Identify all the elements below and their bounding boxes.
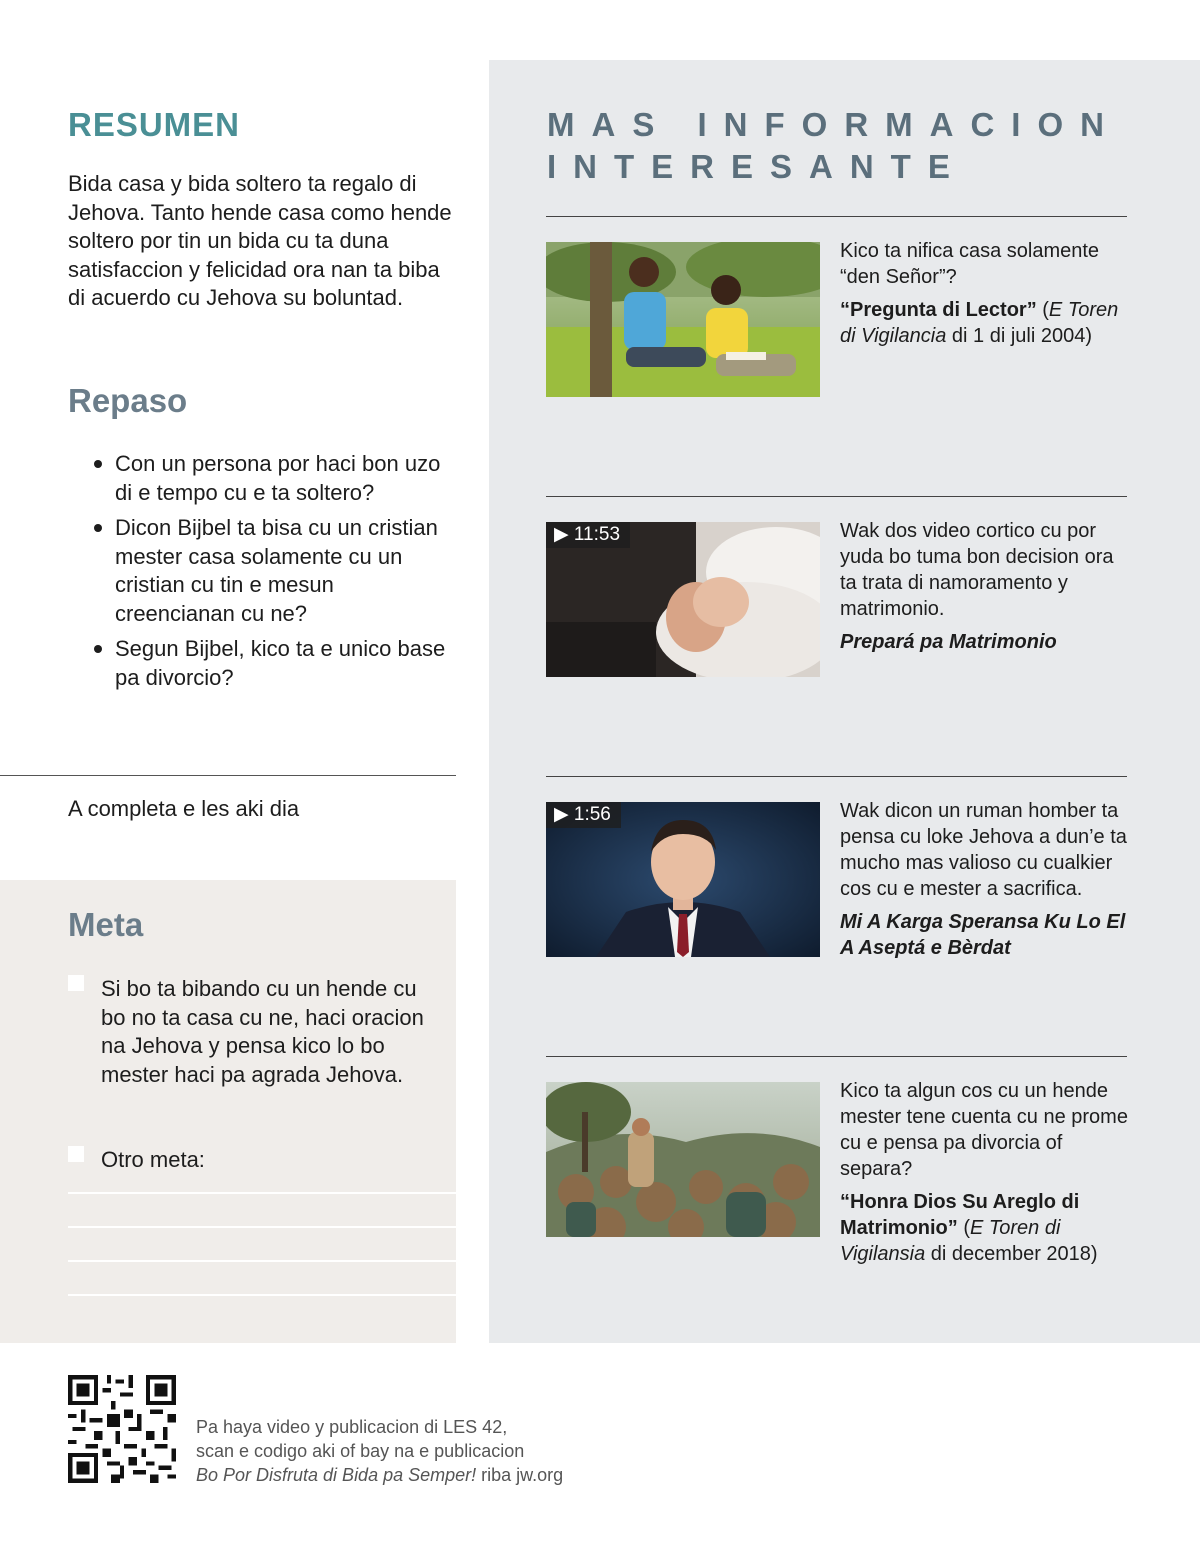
jesus-teaching-crowd-image[interactable]	[546, 1082, 820, 1237]
man-portrait-video-thumbnail[interactable]	[546, 802, 820, 957]
entry-text	[840, 238, 1130, 349]
entry-description: Kico ta algun cos cu un hende mester tene cuenta cu ne prome cu e pensa pa divorcia of separa?	[840, 1080, 1128, 1180]
entry-description: Wak dicon un ruman homber ta pensa cu loke Jehova a dun’e ta mucho mas valioso cu cualkier cos cu e mester a sacrifica.	[840, 800, 1127, 900]
footer-site[interactable]: riba jw.org	[476, 1465, 564, 1485]
entry-text	[840, 798, 1130, 961]
footer-line2: scan e codigo aki of bay na e publicacion	[196, 1441, 525, 1461]
entry-publication[interactable]	[840, 297, 1130, 349]
info-entry[interactable]	[546, 242, 1127, 402]
review-title: Repaso	[68, 382, 188, 419]
divider	[546, 1056, 1127, 1057]
footer-text	[196, 1415, 716, 1487]
goal-panel	[0, 880, 456, 1343]
goal-item-text: Otro meta:	[101, 1147, 205, 1172]
pub-magazine: E Toren di Vigilansia	[840, 1217, 1061, 1265]
info-entry[interactable]	[546, 1080, 1128, 1265]
more-info-title-line1: MAS INFORMACION	[547, 106, 1121, 143]
goal-item-other	[68, 1146, 428, 1175]
footer	[0, 1343, 1200, 1543]
summary-title: RESUMEN	[68, 106, 241, 143]
video-duration: 11:53	[573, 524, 621, 545]
divider	[546, 216, 1127, 217]
goal-writing-line[interactable]	[68, 1260, 456, 1262]
footer-line3	[196, 1463, 716, 1487]
more-info-title	[547, 104, 1147, 188]
divider	[0, 775, 456, 776]
goal-writing-line[interactable]	[68, 1226, 456, 1228]
goal-item	[68, 975, 428, 1089]
pub-magazine: E Toren di Vigilancia	[840, 299, 1119, 347]
pub-rest: di december 2018)	[925, 1243, 1098, 1265]
video-title-link[interactable]: Mi A Karga Speransa Ku Lo El A Aseptá e Bèrdat	[840, 911, 1126, 959]
entry-description: Wak dos video cortico cu por yuda bo tuma bon decision ora ta trata di namoramento y matrimonio.	[840, 520, 1114, 620]
goal-writing-line[interactable]	[68, 1192, 456, 1194]
review-list	[93, 450, 458, 699]
summary-text: Bida casa y bida soltero ta regalo di Jehova. Tanto hende casa como hende soltero por tin un bida cu ta duna satisfaccion y felicidad ora nan ta biba di acuerdo cu Jehova su boluntad.	[68, 171, 452, 310]
goal-item-text: Si bo ta bibando cu un hende cu bo no ta casa cu ne, haci oracion na Jehova y pensa kico lo bo mester haci pa agrada Jehova.	[101, 976, 424, 1087]
divider	[546, 496, 1127, 497]
pub-open: (	[1036, 299, 1049, 321]
book-title: Bo Por Disfruta di Bida pa Semper!	[196, 1465, 477, 1485]
goal-checkbox[interactable]	[68, 1146, 84, 1162]
entry-publication[interactable]	[840, 1189, 1130, 1267]
goal-title: Meta	[68, 906, 144, 943]
pub-rest: di 1 di juli 2004)	[946, 325, 1093, 347]
divider	[546, 776, 1127, 777]
review-question: Dicon Bijbel ta bisa cu un cristian mester casa solamente cu un cristian cu tin e mesun creencianan cu ne?	[93, 514, 458, 628]
video-duration-badge: ▶ 11:53	[546, 522, 630, 548]
goal-writing-line[interactable]	[68, 1294, 456, 1296]
entry-text	[840, 1078, 1130, 1267]
footer-line1: Pa haya video y publicacion di LES 42,	[196, 1417, 508, 1437]
pub-title[interactable]: “Pregunta di Lector”	[840, 299, 1037, 321]
entry-description: Kico ta nifica casa solamente “den Señor”?	[840, 240, 1100, 288]
more-info-panel	[489, 60, 1200, 1343]
entry-text	[840, 518, 1130, 655]
video-title-link[interactable]: Prepará pa Matrimonio	[840, 631, 1057, 653]
review-question: Segun Bijbel, kico ta e unico base pa divorcio?	[93, 635, 458, 692]
pub-open: (	[957, 1217, 970, 1239]
holding-hands-video-thumbnail[interactable]	[546, 522, 820, 677]
info-entry[interactable]	[546, 802, 1127, 962]
more-info-title-line2: INTERESANTE	[547, 148, 967, 185]
review-question: Con un persona por haci bon uzo di e tempo cu e ta soltero?	[93, 450, 458, 507]
couple-reading-bible-image[interactable]	[546, 242, 820, 397]
completed-date-label: A completa e les aki dia	[68, 796, 300, 821]
pub-title[interactable]: “Honra Dios Su Areglo di Matrimonio”	[840, 1191, 1080, 1239]
video-duration-badge: ▶ 1:56	[546, 802, 621, 828]
goal-checkbox[interactable]	[68, 975, 84, 991]
info-entry[interactable]	[546, 522, 1127, 682]
video-duration: 1:56	[573, 804, 611, 825]
qr-code-icon[interactable]	[68, 1375, 176, 1483]
